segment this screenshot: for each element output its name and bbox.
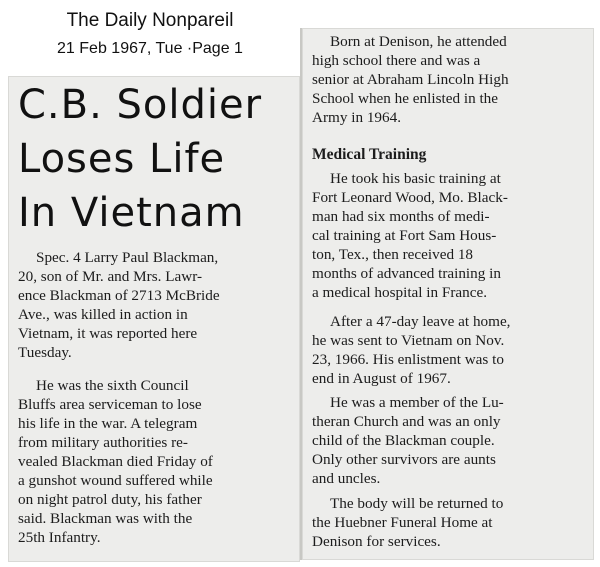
- text-line: ton, Tex., then received 18: [312, 246, 474, 263]
- text-line: Vietnam, it was reported here: [18, 325, 198, 342]
- text-line: he was sent to Vietnam on Nov.: [312, 332, 505, 349]
- text-line: the Huebner Funeral Home at: [312, 514, 493, 531]
- text-line: Tuesday.: [18, 344, 72, 361]
- text-line: Denison for services.: [312, 533, 441, 550]
- paragraph-5: [312, 312, 592, 388]
- text-line: Only other survivors are aunts: [312, 451, 496, 468]
- text-line: theran Church and was an only: [312, 413, 501, 430]
- text-line: Born at Denison, he attended: [330, 33, 507, 50]
- paragraph-1: [18, 248, 298, 362]
- text-line: his life in the war. A telegram: [18, 415, 198, 432]
- text-line: Bluffs area serviceman to lose: [18, 396, 202, 413]
- headline-line: Loses Life: [18, 136, 226, 182]
- page-header: [0, 0, 300, 72]
- text-line: a medical hospital in France.: [312, 284, 488, 301]
- text-line: months of advanced training in: [312, 265, 501, 282]
- clipping-left-column: [8, 76, 300, 562]
- headline-line: C.B. Soldier: [18, 82, 263, 128]
- text-line: child of the Blackman couple.: [312, 432, 495, 449]
- paragraph-4: [312, 169, 592, 302]
- text-line: vealed Blackman died Friday of: [18, 453, 213, 470]
- text-line: Army in 1964.: [312, 109, 402, 126]
- text-line: He was the sixth Council: [36, 377, 189, 394]
- paragraph-7: [312, 494, 592, 551]
- text-line: Ave., was killed in action in: [18, 306, 188, 323]
- text-line: The body will be returned to: [330, 495, 504, 512]
- text-line: end in August of 1967.: [312, 370, 451, 387]
- clipping-right-column: [302, 28, 594, 560]
- paragraph-2: [18, 376, 298, 547]
- text-line: high school there and was a: [312, 52, 481, 69]
- text-line: School when he enlisted in the: [312, 90, 499, 107]
- text-line: from military authorities re-: [18, 434, 188, 451]
- subheading: Medical Training: [312, 146, 427, 163]
- text-line: and uncles.: [312, 470, 381, 487]
- text-line: 25th Infantry.: [18, 529, 101, 546]
- text-line: on night patrol duty, his father: [18, 491, 202, 508]
- text-line: After a 47-day leave at home,: [330, 313, 511, 330]
- text-line: 20, son of Mr. and Mrs. Lawr-: [18, 268, 203, 285]
- paragraph-3: [312, 32, 592, 127]
- text-line: 23, 1966. His enlistment was to: [312, 351, 504, 368]
- headline: [18, 78, 298, 240]
- headline-line: In Vietnam: [18, 190, 245, 236]
- text-line: He was a member of the Lu-: [330, 394, 504, 411]
- paragraph-6: [312, 393, 592, 488]
- publication-name: The Daily Nonpareil: [66, 10, 234, 31]
- text-line: said. Blackman was with the: [18, 510, 193, 527]
- text-line: cal training at Fort Sam Hous-: [312, 227, 497, 244]
- text-line: ence Blackman of 2713 McBride: [18, 287, 220, 304]
- text-line: Spec. 4 Larry Paul Blackman,: [36, 249, 219, 266]
- text-line: Fort Leonard Wood, Mo. Black-: [312, 189, 508, 206]
- text-line: senior at Abraham Lincoln High: [312, 71, 509, 88]
- text-line: man had six months of medi-: [312, 208, 490, 225]
- text-line: He took his basic training at: [330, 170, 501, 187]
- text-line: a gunshot wound suffered while: [18, 472, 213, 489]
- date-page-line: 21 Feb 1967, Tue ·Page 1: [57, 40, 243, 57]
